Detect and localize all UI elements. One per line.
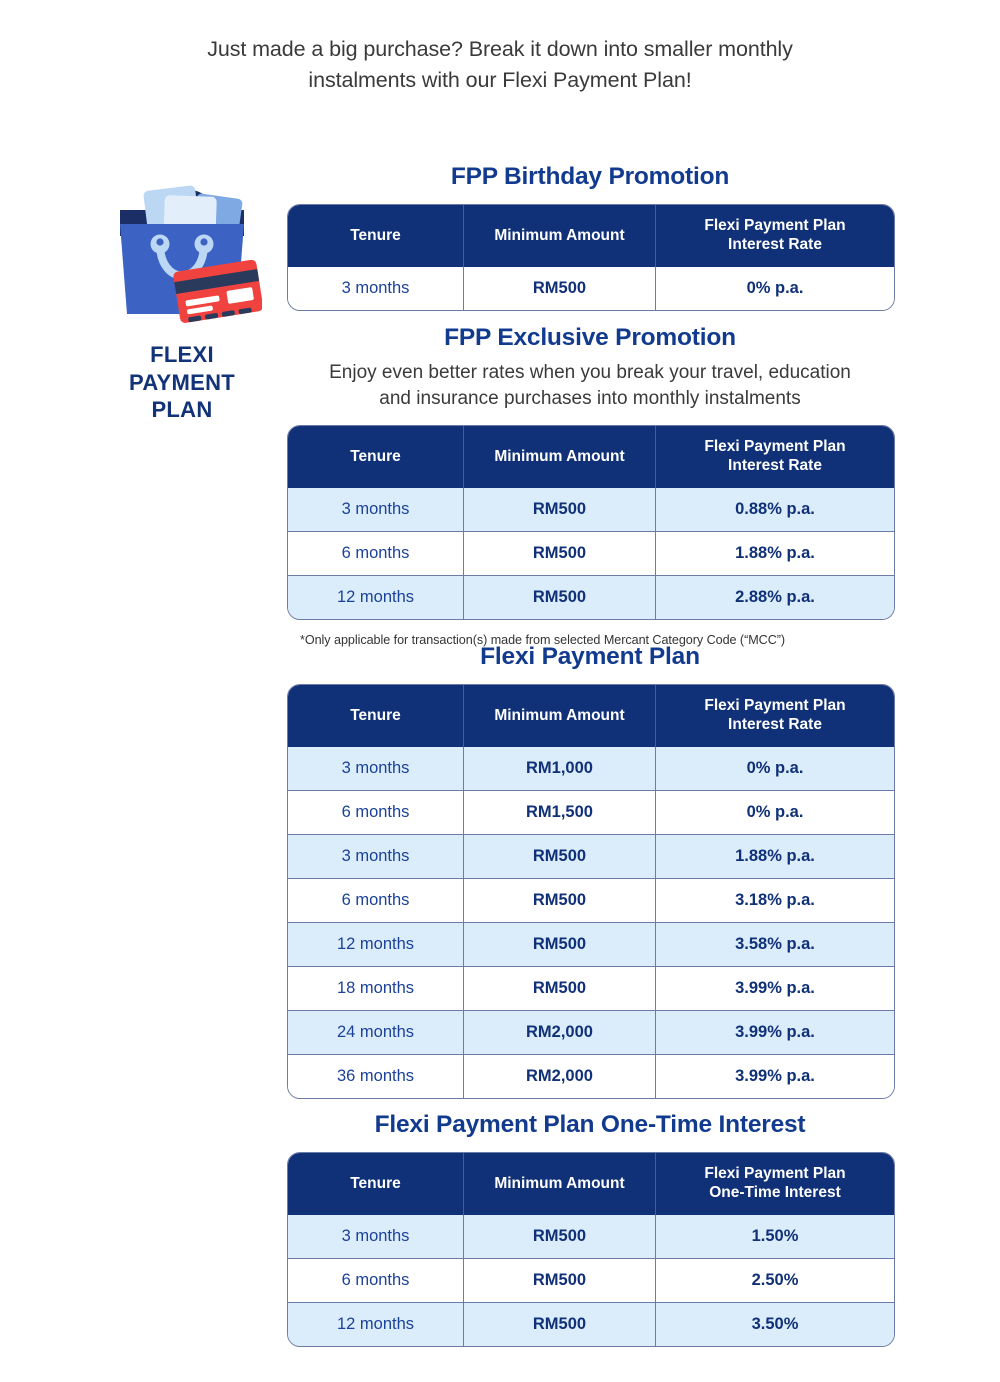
column-header-line-1: Flexi Payment Plan bbox=[704, 438, 846, 456]
section-title: FPP Exclusive Promotion bbox=[444, 324, 736, 351]
table-row bbox=[288, 531, 894, 575]
section-flexi-payment-plan bbox=[287, 642, 893, 1099]
shopping-bag-with-credit-card-icon bbox=[102, 162, 262, 327]
column-header-minimum-amount: Minimum Amount bbox=[464, 205, 656, 267]
column-header-tenure: Tenure bbox=[288, 685, 464, 747]
column-header-line-2: Interest Rate bbox=[728, 236, 822, 254]
cell-minimum-amount: RM500 bbox=[464, 531, 656, 575]
cell-tenure: 6 months bbox=[288, 790, 464, 834]
cell-tenure: 24 months bbox=[288, 1010, 464, 1054]
headline-line-2: instalments with our Flexi Payment Plan! bbox=[308, 67, 692, 92]
cell-tenure: 6 months bbox=[288, 1258, 464, 1302]
cell-minimum-amount: RM500 bbox=[464, 1215, 656, 1258]
cell-rate: 0% p.a. bbox=[656, 267, 894, 310]
column-header-interest-rate bbox=[656, 685, 894, 747]
cell-minimum-amount: RM500 bbox=[464, 834, 656, 878]
column-header-line-1: Flexi Payment Plan bbox=[704, 697, 846, 715]
cell-rate: 1.88% p.a. bbox=[656, 834, 894, 878]
column-header-line-2: Interest Rate bbox=[728, 456, 822, 474]
cell-minimum-amount: RM500 bbox=[464, 1302, 656, 1346]
logo-line-1: FLEXI bbox=[150, 342, 214, 367]
cell-minimum-amount: RM500 bbox=[464, 488, 656, 531]
logo-line-2: PAYMENT bbox=[128, 369, 235, 395]
cell-rate: 3.99% p.a. bbox=[656, 1010, 894, 1054]
column-header-tenure: Tenure bbox=[288, 426, 464, 488]
table-row bbox=[288, 1010, 894, 1054]
cell-tenure: 6 months bbox=[288, 531, 464, 575]
section-title: Flexi Payment Plan One-Time Interest bbox=[374, 1111, 806, 1138]
table-header-row bbox=[288, 1153, 894, 1215]
cell-tenure: 6 months bbox=[288, 878, 464, 922]
cell-minimum-amount: RM1,500 bbox=[464, 790, 656, 834]
cell-minimum-amount: RM500 bbox=[464, 267, 656, 310]
section-footnote: *Only applicable for transaction(s) made from selected Mercant Category Code (“MCC”) bbox=[300, 632, 786, 647]
cell-rate: 3.18% p.a. bbox=[656, 878, 894, 922]
cell-rate: 3.99% p.a. bbox=[656, 966, 894, 1010]
fpp-birthday-promotion-table bbox=[287, 204, 895, 311]
section-subtitle bbox=[287, 360, 893, 412]
column-header-interest-rate bbox=[656, 205, 894, 267]
flexi-payment-plan-logo bbox=[96, 162, 268, 424]
subtitle-line-1: Enjoy even better rates when you break your travel, education bbox=[329, 362, 851, 384]
column-header-tenure: Tenure bbox=[288, 1153, 464, 1215]
table-row bbox=[288, 878, 894, 922]
flexi-payment-plan-one-time-interest-table bbox=[287, 1152, 895, 1347]
cell-minimum-amount: RM500 bbox=[464, 966, 656, 1010]
column-header-one-time-interest bbox=[656, 1153, 894, 1215]
column-header-interest-rate bbox=[656, 426, 894, 488]
table-header-row bbox=[288, 685, 894, 747]
cell-tenure: 18 months bbox=[288, 966, 464, 1010]
flexi-payment-plan-table bbox=[287, 684, 895, 1099]
table-row bbox=[288, 1302, 894, 1346]
cell-rate: 2.88% p.a. bbox=[656, 575, 894, 619]
table-row bbox=[288, 747, 894, 790]
section-fpp-exclusive-promotion bbox=[287, 323, 893, 647]
column-header-minimum-amount: Minimum Amount bbox=[464, 1153, 656, 1215]
cell-rate: 0% p.a. bbox=[656, 790, 894, 834]
cell-tenure: 3 months bbox=[288, 1215, 464, 1258]
page-headline bbox=[150, 34, 850, 95]
table-row bbox=[288, 922, 894, 966]
table-row bbox=[288, 267, 894, 310]
table-row bbox=[288, 1258, 894, 1302]
cell-rate: 1.88% p.a. bbox=[656, 531, 894, 575]
cell-minimum-amount: RM500 bbox=[464, 575, 656, 619]
cell-tenure: 12 months bbox=[288, 922, 464, 966]
table-header-row bbox=[288, 205, 894, 267]
logo-wordmark bbox=[96, 341, 268, 424]
table-row bbox=[288, 834, 894, 878]
table-header-row bbox=[288, 426, 894, 488]
cell-tenure: 3 months bbox=[288, 747, 464, 790]
section-flexi-payment-plan-one-time-interest bbox=[287, 1110, 893, 1347]
cell-minimum-amount: RM500 bbox=[464, 878, 656, 922]
column-header-tenure: Tenure bbox=[288, 205, 464, 267]
column-header-line-2: Interest Rate bbox=[728, 716, 822, 734]
column-header-minimum-amount: Minimum Amount bbox=[464, 685, 656, 747]
cell-rate: 3.58% p.a. bbox=[656, 922, 894, 966]
table-row bbox=[288, 1054, 894, 1098]
cell-minimum-amount: RM2,000 bbox=[464, 1054, 656, 1098]
subtitle-line-2: and insurance purchases into monthly instalments bbox=[379, 388, 801, 410]
column-header-minimum-amount: Minimum Amount bbox=[464, 426, 656, 488]
cell-rate: 0% p.a. bbox=[656, 747, 894, 790]
cell-tenure: 3 months bbox=[288, 488, 464, 531]
column-header-line-1: Flexi Payment Plan bbox=[704, 1165, 846, 1183]
column-header-line-1: Flexi Payment Plan bbox=[704, 217, 846, 235]
cell-tenure: 12 months bbox=[288, 1302, 464, 1346]
cell-tenure: 3 months bbox=[288, 267, 464, 310]
cell-tenure: 12 months bbox=[288, 575, 464, 619]
cell-minimum-amount: RM1,000 bbox=[464, 747, 656, 790]
fpp-exclusive-promotion-table bbox=[287, 425, 895, 620]
section-title: Flexi Payment Plan bbox=[480, 643, 700, 670]
cell-minimum-amount: RM500 bbox=[464, 1258, 656, 1302]
table-row bbox=[288, 790, 894, 834]
table-row bbox=[288, 575, 894, 619]
headline-line-1: Just made a big purchase? Break it down into smaller monthly bbox=[207, 37, 793, 61]
table-row bbox=[288, 966, 894, 1010]
column-header-line-2: One-Time Interest bbox=[709, 1184, 841, 1202]
cell-rate: 3.50% bbox=[656, 1302, 894, 1346]
table-row bbox=[288, 1215, 894, 1258]
cell-rate: 3.99% p.a. bbox=[656, 1054, 894, 1098]
cell-rate: 0.88% p.a. bbox=[656, 488, 894, 531]
cell-rate: 1.50% bbox=[656, 1215, 894, 1258]
cell-tenure: 3 months bbox=[288, 834, 464, 878]
cell-minimum-amount: RM2,000 bbox=[464, 1010, 656, 1054]
cell-minimum-amount: RM500 bbox=[464, 922, 656, 966]
cell-rate: 2.50% bbox=[656, 1258, 894, 1302]
section-title: FPP Birthday Promotion bbox=[450, 163, 730, 190]
logo-line-3: PLAN bbox=[151, 397, 213, 423]
cell-tenure: 36 months bbox=[288, 1054, 464, 1098]
table-row bbox=[288, 488, 894, 531]
section-fpp-birthday-promotion bbox=[287, 162, 893, 311]
